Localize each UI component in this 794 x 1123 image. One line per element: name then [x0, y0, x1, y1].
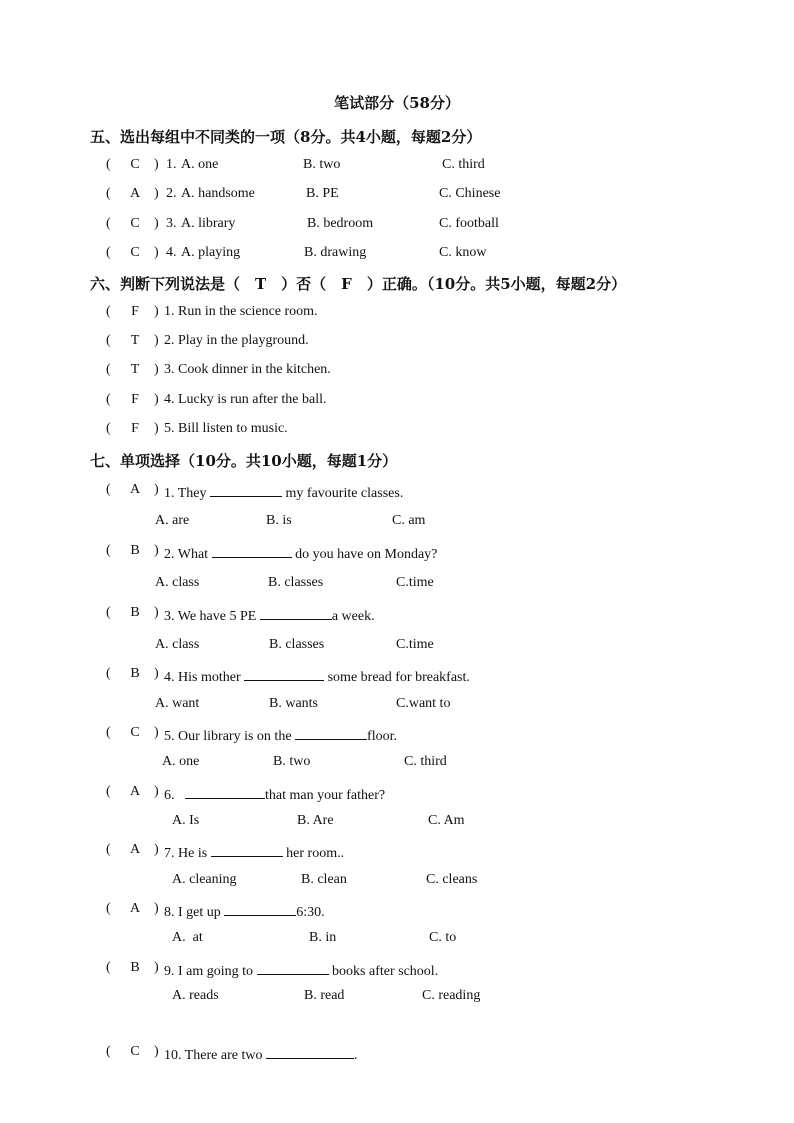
option-b: B. Are [297, 813, 334, 828]
paren-open: ( [106, 392, 111, 407]
stem-pre: 2. What [164, 547, 212, 562]
stem-pre: 9. I am going to [164, 964, 257, 979]
paren-close: ) [154, 1044, 159, 1059]
answer: C [130, 216, 140, 231]
paren-open: ( [106, 333, 111, 348]
answer: T [130, 362, 140, 377]
answer: B [130, 666, 140, 681]
option-b: B. is [266, 513, 292, 528]
option-a: A. class [155, 575, 200, 590]
paren-close: ) [154, 304, 159, 319]
option-c: C. Chinese [439, 186, 501, 201]
question-stem [164, 784, 385, 804]
answer: A [129, 784, 141, 799]
answer: F [131, 304, 139, 319]
question-number: 4. [166, 245, 177, 260]
answer: C [130, 725, 140, 740]
stem-post: some bread for breakfast. [324, 670, 470, 685]
paren-close: ) [154, 421, 159, 436]
paren-open: ( [106, 216, 111, 231]
stem-post: do you have on Monday? [291, 547, 438, 562]
option-a: A. one [181, 157, 219, 172]
question-number: 3. [166, 216, 177, 231]
answer: C [130, 245, 140, 260]
answer-blank [210, 482, 282, 497]
stem-post: her room.. [282, 846, 345, 861]
paren-open: ( [106, 605, 111, 620]
paren-open: ( [106, 784, 111, 799]
answer-blank [266, 1044, 354, 1059]
option-a: A. class [155, 637, 200, 652]
stem-pre: 5. Our library is on the [164, 729, 296, 744]
paren-close: ) [154, 901, 159, 916]
option-c: C. cleans [426, 872, 478, 887]
paren-close: ) [154, 362, 159, 377]
question-stem [164, 1044, 357, 1064]
answer: F [131, 421, 139, 436]
statement: 2. Play in the playground. [164, 333, 309, 348]
option-b: B. in [309, 930, 337, 945]
answer: A [129, 482, 141, 497]
option-a: A. cleaning [172, 872, 237, 887]
answer-blank [185, 784, 265, 799]
paren-open: ( [106, 157, 111, 172]
question-number: 1. [166, 157, 177, 172]
paren-close: ) [154, 157, 159, 172]
option-b: B. drawing [304, 245, 367, 260]
stem-post: 6:30. [296, 905, 325, 920]
answer-blank [244, 666, 324, 681]
question-stem [164, 482, 403, 502]
option-a: A. Is [172, 813, 200, 828]
stem-pre: 7. He is [164, 846, 211, 861]
option-c: C. football [439, 216, 499, 231]
option-b: B. classes [269, 637, 325, 652]
option-c: C.time [396, 637, 434, 652]
statement: 3. Cook dinner in the kitchen. [164, 362, 331, 377]
stem-pre: 10. There are two [164, 1048, 266, 1063]
answer-blank [295, 725, 367, 740]
answer: B [130, 960, 140, 975]
paren-close: ) [154, 666, 159, 681]
option-c: C. third [404, 754, 447, 769]
stem-pre: 1. They [164, 486, 211, 501]
answer: A [129, 186, 141, 201]
paren-close: ) [154, 960, 159, 975]
question-stem [164, 605, 375, 625]
option-b: B. PE [306, 186, 339, 201]
answer: B [130, 605, 140, 620]
paren-open: ( [106, 304, 111, 319]
option-c: C. am [392, 513, 426, 528]
paren-open: ( [106, 901, 111, 916]
answer-blank [224, 901, 296, 916]
paren-open: ( [106, 666, 111, 681]
stem-post: books after school. [328, 964, 439, 979]
option-c: C. to [429, 930, 457, 945]
answer-blank [212, 543, 292, 558]
statement: 5. Bill listen to music. [164, 421, 288, 436]
stem-post: that man your father? [265, 788, 386, 803]
answer: C [130, 157, 140, 172]
paren-close: ) [154, 216, 159, 231]
stem-post: floor. [367, 729, 397, 744]
question-stem [164, 543, 437, 563]
option-c: C. reading [422, 988, 481, 1003]
stem-pre: 3. We have 5 PE [164, 609, 260, 624]
paren-open: ( [106, 482, 111, 497]
statement: 1. Run in the science room. [164, 304, 318, 319]
stem-pre: 4. His mother [164, 670, 245, 685]
answer: B [130, 543, 140, 558]
option-c: C.time [396, 575, 434, 590]
paren-open: ( [106, 1044, 111, 1059]
answer-blank [260, 605, 332, 620]
paren-open: ( [106, 842, 111, 857]
stem-pre: 6. [164, 788, 185, 803]
answer: T [130, 333, 140, 348]
page-title: 笔试部分（58分） [334, 94, 460, 112]
stem-post: . [353, 1048, 358, 1063]
answer-blank [257, 960, 329, 975]
option-b: B. classes [268, 575, 324, 590]
section6-heading: 六、判断下列说法是（ T ）否（ F ）正确。（10分。共5小题，每题2分） [90, 275, 627, 293]
answer: A [129, 901, 141, 916]
paren-open: ( [106, 421, 111, 436]
question-stem [164, 842, 344, 862]
answer: A [129, 842, 141, 857]
section7-heading: 七、单项选择（10分。共10小题，每题1分） [90, 452, 398, 470]
answer: C [130, 1044, 140, 1059]
question-stem [164, 901, 325, 921]
paren-close: ) [154, 333, 159, 348]
option-a: A. want [155, 696, 200, 711]
stem-post: my favourite classes. [282, 486, 404, 501]
option-c: C. Am [428, 813, 465, 828]
answer: F [131, 392, 139, 407]
question-stem [164, 960, 438, 980]
paren-close: ) [154, 482, 159, 497]
paren-close: ) [154, 245, 159, 260]
option-b: B. wants [269, 696, 318, 711]
paren-close: ) [154, 605, 159, 620]
option-a: A. reads [172, 988, 219, 1003]
paren-open: ( [106, 245, 111, 260]
option-a: A. are [155, 513, 190, 528]
option-b: B. clean [301, 872, 347, 887]
option-b: B. bedroom [307, 216, 374, 231]
answer-blank [211, 842, 283, 857]
paren-open: ( [106, 543, 111, 558]
option-c: C.want to [396, 696, 451, 711]
statement: 4. Lucky is run after the ball. [164, 392, 327, 407]
option-b: B. two [303, 157, 341, 172]
option-a: A. library [181, 216, 236, 231]
paren-open: ( [106, 960, 111, 975]
stem-post: a week. [331, 609, 375, 624]
paren-close: ) [154, 543, 159, 558]
paren-open: ( [106, 725, 111, 740]
option-b: B. two [273, 754, 311, 769]
paren-open: ( [106, 362, 111, 377]
option-b: B. read [304, 988, 345, 1003]
option-a: A. playing [181, 245, 241, 260]
paren-close: ) [154, 392, 159, 407]
option-c: C. know [439, 245, 487, 260]
question-number: 2. [166, 186, 177, 201]
option-c: C. third [442, 157, 485, 172]
option-a: A. one [162, 754, 200, 769]
stem-pre: 8. I get up [164, 905, 225, 920]
option-a: A. handsome [181, 186, 255, 201]
paren-close: ) [154, 784, 159, 799]
option-a: A. at [172, 930, 203, 945]
paren-close: ) [154, 186, 159, 201]
paren-open: ( [106, 186, 111, 201]
question-stem [164, 666, 470, 686]
question-stem [164, 725, 397, 745]
paren-close: ) [154, 725, 159, 740]
section5-heading: 五、选出每组中不同类的一项（8分。共4小题，每题2分） [90, 128, 482, 146]
paren-close: ) [154, 842, 159, 857]
